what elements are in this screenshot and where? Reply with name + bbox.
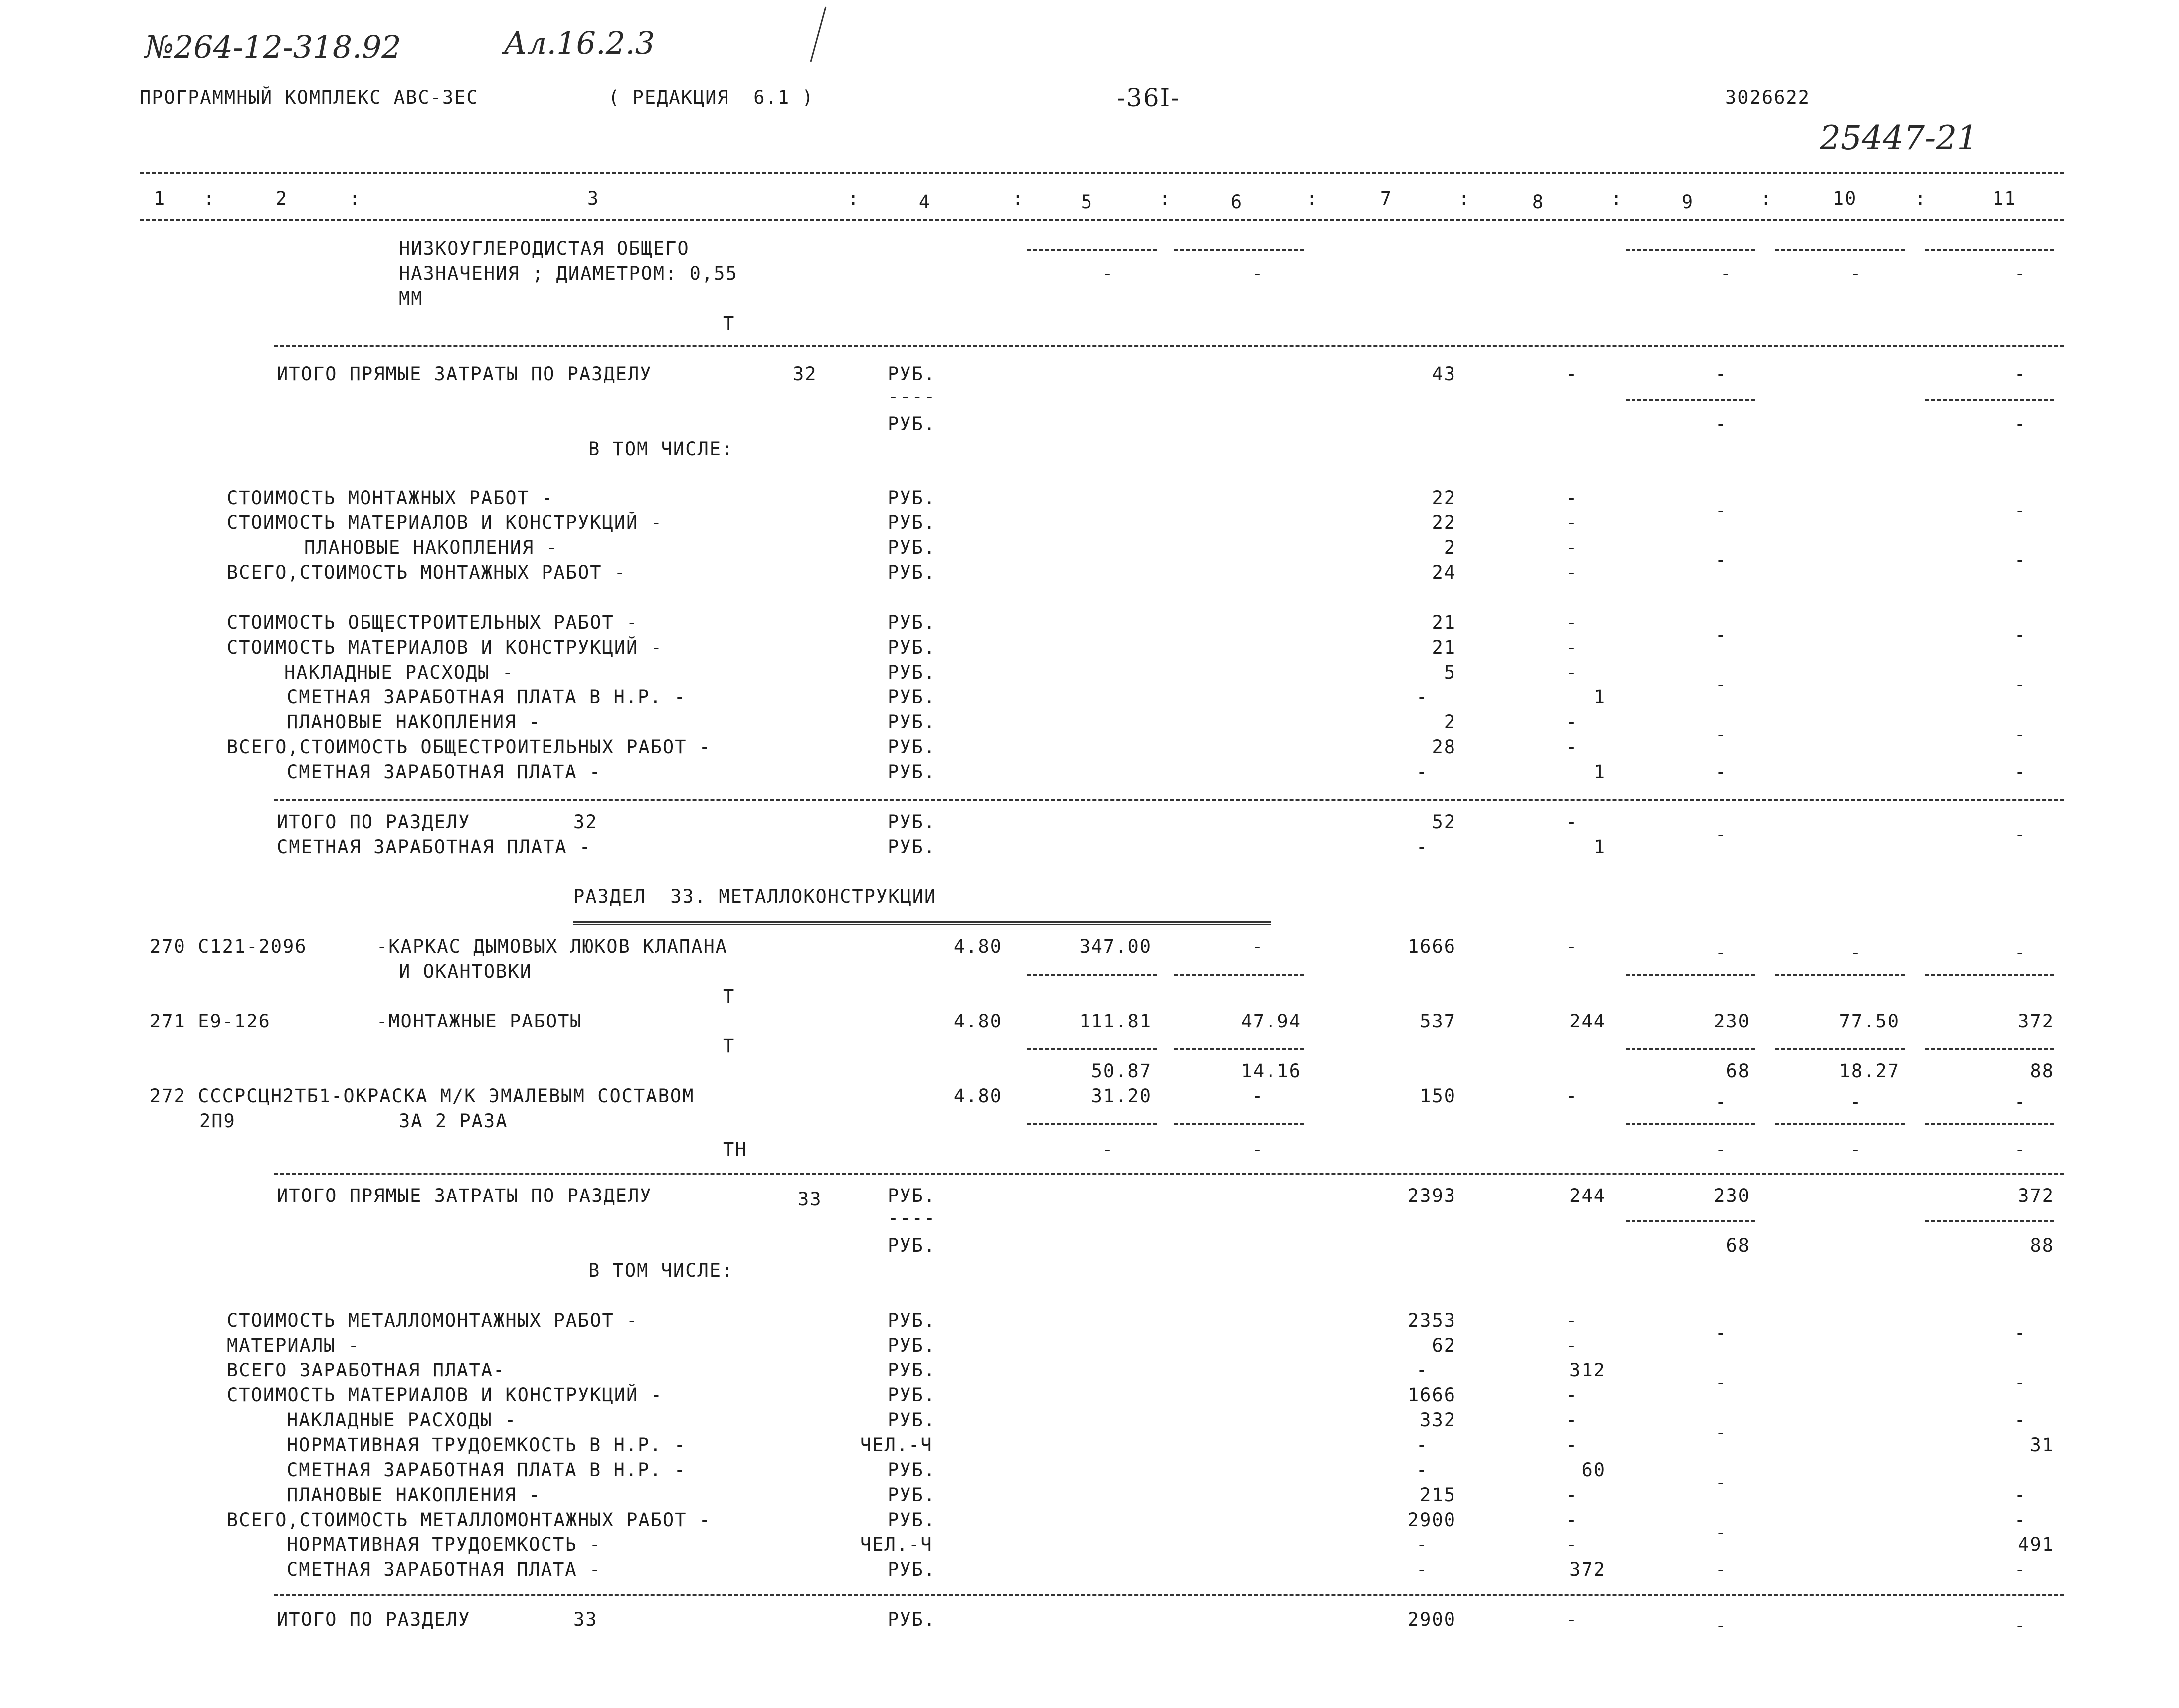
empty-cell-dash: - [1102,1139,1114,1160]
cell-rule [1925,974,2054,976]
value-col7: 215 [1420,1484,1456,1506]
section-number: 32 [573,811,598,833]
unit-rub: РУБ. [888,1360,936,1381]
item-number-code: 272 СССРСЦН2ТБ1-ОКРАСКА М/К ЭМАЛЕВЫМ СОСТАВОМ [150,1085,695,1107]
empty-cell-dash: - [2014,1139,2027,1160]
value-col8: 244 [1569,1185,1606,1206]
value-col4: 4.80 [953,936,1002,957]
empty-cell-dash: - [1416,686,1429,708]
cell-rule [1925,249,2054,251]
empty-cell-dash: - [1566,1085,1578,1107]
empty-cell-dash: - [1715,824,1728,845]
section-number: 33 [573,1609,598,1630]
empty-cell-dash: - [1566,1310,1578,1331]
unit-rub: РУБ. [888,662,936,683]
breakdown-label: СМЕТНАЯ ЗАРАБОТНАЯ ПЛАТА В Н.Р. - [287,1459,687,1481]
empty-cell-dash: - [2014,413,2027,435]
item-number-code: 270 С121-2096 [150,936,307,957]
empty-cell-dash: - [1715,1422,1728,1443]
value-col8: 1 [1593,761,1606,783]
unit-rub: РУБ. [888,1235,936,1256]
value-col7: 332 [1420,1409,1456,1431]
empty-cell-dash: - [1715,724,1728,745]
item-description: ЗА 2 РАЗА [399,1110,508,1132]
empty-cell-dash: - [1715,363,1728,385]
empty-cell-dash: - [2014,1615,2027,1636]
unit-rub: РУБ. [888,1310,936,1331]
empty-cell-dash: - [1715,624,1728,646]
value-col7: 24 [1432,562,1456,583]
empty-cell-dash: - [1252,1139,1264,1160]
value-col5: 50.87 [1091,1060,1152,1082]
empty-cell-dash: - [1566,1534,1578,1555]
value-col8: 1 [1593,836,1606,857]
cell-rule [1626,1220,1755,1222]
unit-rub: РУБ. [888,736,936,758]
empty-cell-dash: - [2014,1091,2027,1113]
empty-cell-dash: - [1416,1360,1429,1381]
document-number: 3026622 [1725,87,1810,108]
cell-rule [1626,1048,1755,1050]
value-col7: 1666 [1407,936,1456,957]
empty-cell-dash: - [1850,263,1862,284]
column-separator: : [1458,188,1471,209]
column-header: 7 [1380,188,1393,209]
column-separator: : [1012,188,1025,209]
cell-rule [1027,1123,1157,1125]
column-separator: : [1306,188,1319,209]
empty-cell-dash: - [1252,263,1264,284]
empty-cell-dash: - [2014,1509,2027,1531]
unit-rub: РУБ. [888,487,936,509]
empty-cell-dash: - [1566,1484,1578,1506]
value-col7: 2 [1444,711,1456,733]
empty-cell-dash: - [1566,487,1578,509]
empty-cell-dash: - [1566,1609,1578,1630]
empty-cell-dash: - [2014,1372,2027,1393]
cell-rule [1925,1220,2054,1222]
column-separator: : [1760,188,1773,209]
cell-rule [1775,1048,1905,1050]
empty-cell-dash: - [1416,836,1429,857]
unit-rub: РУБ. [888,761,936,783]
empty-cell-dash: - [1566,537,1578,558]
unit-rub: РУБ. [888,562,936,583]
empty-cell-dash: - [1252,1085,1264,1107]
pen-stroke-mark [808,5,828,65]
breakdown-label: СТОИМОСТЬ МОНТАЖНЫХ РАБОТ - [227,487,554,509]
including-heading: В ТОМ ЧИСЛЕ: [588,438,734,460]
header-bottom-rule [140,219,2064,221]
value-col6: 14.16 [1241,1060,1301,1082]
column-header: 3 [587,188,600,209]
value-col10: 18.27 [1839,1060,1900,1082]
unit-divider: ---- [888,1207,936,1229]
item-description: ММ [399,288,423,309]
empty-cell-dash: - [1850,942,1862,963]
empty-cell-dash: - [1566,736,1578,758]
unit-rub: РУБ. [888,1409,936,1431]
value-col9: 68 [1726,1060,1750,1082]
breakdown-label: СТОИМОСТЬ МАТЕРИАЛОВ И КОНСТРУКЦИЙ - [227,637,663,658]
breakdown-label: СТОИМОСТЬ МАТЕРИАЛОВ И КОНСТРУКЦИЙ - [227,1384,663,1406]
unit-rub: РУБ. [888,1484,936,1506]
empty-cell-dash: - [1566,363,1578,385]
section-total-label: ИТОГО ПО РАЗДЕЛУ [277,811,471,833]
value-col7: 52 [1432,811,1456,833]
column-separator: : [1159,188,1172,209]
empty-cell-dash: - [1715,1559,1728,1580]
value-col7: 1666 [1407,1384,1456,1406]
empty-cell-dash: - [1252,936,1264,957]
empty-cell-dash: - [1416,1459,1429,1481]
empty-cell-dash: - [1566,562,1578,583]
header-top-rule [140,172,2064,174]
value-col7: 2393 [1407,1185,1456,1206]
empty-cell-dash: - [1715,1522,1728,1543]
empty-cell-dash: - [1566,811,1578,833]
breakdown-label: СТОИМОСТЬ МАТЕРИАЛОВ И КОНСТРУКЦИЙ - [227,512,663,533]
value-col4: 4.80 [953,1085,1002,1107]
section-rule [274,799,2064,801]
empty-cell-dash: - [2014,761,2027,783]
cell-rule [1925,1048,2054,1050]
empty-cell-dash: - [2014,674,2027,695]
unit-rub: РУБ. [888,512,936,533]
column-separator: : [848,188,860,209]
breakdown-label: ПЛАНОВЫЕ НАКОПЛЕНИЯ - [304,537,558,558]
column-header: 1 [153,188,166,209]
item-description: НИЗКОУГЛЕРОДИСТАЯ ОБЩЕГО [399,238,690,259]
breakdown-label: СМЕТНАЯ ЗАРАБОТНАЯ ПЛАТА - [277,836,592,857]
breakdown-label: НАКЛАДНЫЕ РАСХОДЫ - [287,1409,517,1431]
empty-cell-dash: - [1715,549,1728,571]
value-col7: 22 [1432,512,1456,533]
unit-rub: РУБ. [888,413,936,435]
empty-cell-dash: - [1715,1139,1728,1160]
unit-rub: РУБ. [888,1559,936,1580]
cell-rule [1174,974,1304,976]
breakdown-label: ПЛАНОВЫЕ НАКОПЛЕНИЯ - [287,1484,541,1506]
cell-rule [1626,249,1755,251]
breakdown-label: СМЕТНАЯ ЗАРАБОТНАЯ ПЛАТА - [287,1559,602,1580]
unit-label: Т [723,313,735,334]
value-col9: 68 [1726,1235,1750,1256]
breakdown-label: ПЛАНОВЫЕ НАКОПЛЕНИЯ - [287,711,541,733]
unit-rub: РУБ. [888,612,936,633]
breakdown-label: СТОИМОСТЬ ОБЩЕСТРОИТЕЛЬНЫХ РАБОТ - [227,612,639,633]
empty-cell-dash: - [1566,1409,1578,1431]
value-col6: 47.94 [1241,1011,1301,1032]
empty-cell-dash: - [2014,942,2027,963]
empty-cell-dash: - [1850,1091,1862,1113]
column-header: 4 [918,191,931,213]
column-header: 8 [1532,191,1545,213]
section-number: 33 [798,1189,822,1210]
value-col11: 31 [2030,1434,2054,1456]
unit-label: Т [723,986,735,1007]
cell-rule [1775,249,1905,251]
empty-cell-dash: - [2014,263,2027,284]
cell-rule [1174,1048,1304,1050]
value-col7: 43 [1432,363,1456,385]
unit-rub: РУБ. [888,686,936,708]
section-number: 32 [793,363,817,385]
value-col8: 244 [1569,1011,1606,1032]
empty-cell-dash: - [2014,549,2027,571]
column-separator: : [203,188,216,209]
empty-cell-dash: - [2014,1559,2027,1580]
value-col11: 88 [2030,1060,2054,1082]
value-col4: 4.80 [953,1011,1002,1032]
empty-cell-dash: - [1566,1384,1578,1406]
empty-cell-dash: - [1850,1139,1862,1160]
unit-rub: РУБ. [888,1384,936,1406]
unit-rub: РУБ. [888,711,936,733]
breakdown-label: ВСЕГО,СТОИМОСТЬ МОНТАЖНЫХ РАБОТ - [227,562,627,583]
value-col8: 1 [1593,686,1606,708]
direct-costs-total-label: ИТОГО ПРЯМЫЕ ЗАТРАТЫ ПО РАЗДЕЛУ [277,1185,652,1206]
empty-cell-dash: - [1416,761,1429,783]
value-col7: 28 [1432,736,1456,758]
heading-underline [573,921,1271,925]
item-description: НАЗНАЧЕНИЯ ; ДИАМЕТРОМ: 0,55 [399,263,738,284]
edition: ( РЕДАКЦИЯ 6.1 ) [608,87,814,108]
empty-cell-dash: - [1715,1472,1728,1493]
value-col8: 372 [1569,1559,1606,1580]
cell-rule [1626,1123,1755,1125]
value-col10: 77.50 [1839,1011,1900,1032]
value-col7: 537 [1420,1011,1456,1032]
breakdown-label: НОРМАТИВНАЯ ТРУДОЕМКОСТЬ - [287,1534,602,1555]
value-col8: 60 [1581,1459,1606,1481]
item-description: И ОКАНТОВКИ [399,961,533,982]
unit-rub: РУБ. [888,363,936,385]
value-col9: 230 [1714,1185,1750,1206]
empty-cell-dash: - [1715,761,1728,783]
unit-rub: РУБ. [888,836,936,857]
value-col5: 31.20 [1091,1085,1152,1107]
unit-rub: РУБ. [888,1335,936,1356]
unit-label: ТН [723,1139,747,1160]
empty-cell-dash: - [2014,1322,2027,1344]
column-header: 9 [1681,191,1694,213]
value-col11: 372 [2018,1185,2054,1206]
empty-cell-dash: - [1715,1372,1728,1393]
empty-cell-dash: - [1566,662,1578,683]
value-col7: 21 [1432,612,1456,633]
breakdown-label: СТОИМОСТЬ МЕТАЛЛОМОНТАЖНЫХ РАБОТ - [227,1310,639,1331]
handwritten-number: №264-12-318.92 [145,29,401,65]
value-col11: 372 [2018,1011,2054,1032]
section-rule [274,1594,2064,1596]
column-header: 10 [1832,188,1857,209]
empty-cell-dash: - [2014,1484,2027,1506]
empty-cell-dash: - [1102,263,1114,284]
cell-rule [1626,399,1755,401]
unit-label: Т [723,1035,735,1057]
cell-rule [1925,1123,2054,1125]
cell-rule [1174,249,1304,251]
column-header: 6 [1230,191,1243,213]
value-col7: 22 [1432,487,1456,509]
section-heading: РАЗДЕЛ 33. МЕТАЛЛОКОНСТРУКЦИИ [573,886,937,907]
empty-cell-dash: - [1566,512,1578,533]
empty-cell-dash: - [1715,1091,1728,1113]
value-col7: 2900 [1407,1509,1456,1531]
empty-cell-dash: - [1715,1615,1728,1636]
empty-cell-dash: - [1715,500,1728,521]
cell-rule [1027,1048,1157,1050]
empty-cell-dash: - [1720,263,1733,284]
column-separator: : [1915,188,1927,209]
value-col9: 230 [1714,1011,1750,1032]
column-header: 2 [275,188,288,209]
empty-cell-dash: - [1566,711,1578,733]
empty-cell-dash: - [2014,363,2027,385]
empty-cell-dash: - [1566,936,1578,957]
value-col7: 2 [1444,537,1456,558]
value-col5: 347.00 [1079,936,1152,957]
value-col7: 2353 [1407,1310,1456,1331]
unit-man-hours: ЧЕЛ.-Ч [860,1434,933,1456]
unit-man-hours: ЧЕЛ.-Ч [860,1534,933,1555]
empty-cell-dash: - [1566,1434,1578,1456]
empty-cell-dash: - [1566,637,1578,658]
empty-cell-dash: - [2014,1409,2027,1431]
section-rule [274,345,2064,347]
value-col7: 62 [1432,1335,1456,1356]
empty-cell-dash: - [2014,624,2027,646]
value-col5: 111.81 [1079,1011,1152,1032]
unit-rub: РУБ. [888,1609,936,1630]
column-separator: : [1611,188,1623,209]
cell-rule [1626,974,1755,976]
section-total-label: ИТОГО ПО РАЗДЕЛУ [277,1609,471,1630]
unit-divider: ---- [888,386,936,407]
breakdown-label: ВСЕГО ЗАРАБОТНАЯ ПЛАТА- [227,1360,506,1381]
cell-rule [1775,974,1905,976]
unit-rub: РУБ. [888,537,936,558]
item-number-code: 271 Е9-126 [150,1011,271,1032]
empty-cell-dash: - [1416,1534,1429,1555]
value-col11: 88 [2030,1235,2054,1256]
empty-cell-dash: - [2014,500,2027,521]
program-name: ПРОГРАММНЫЙ КОМПЛЕКС АВС-3ЕС [140,87,479,108]
cell-rule [1027,249,1157,251]
handwritten-sheet: Ал.16.2.3 [504,25,655,61]
item-description: -МОНТАЖНЫЕ РАБОТЫ [376,1011,582,1032]
column-header: 11 [1992,188,2017,209]
cell-rule [1775,1123,1905,1125]
page-number: -36I- [1117,83,1181,112]
empty-cell-dash: - [2014,724,2027,745]
unit-rub: РУБ. [888,1509,936,1531]
item-description: -КАРКАС ДЫМОВЫХ ЛЮКОВ КЛАПАНА [376,936,728,957]
breakdown-label: ВСЕГО,СТОИМОСТЬ МЕТАЛЛОМОНТАЖНЫХ РАБОТ - [227,1509,712,1531]
unit-rub: РУБ. [888,811,936,833]
breakdown-label: МАТЕРИАЛЫ - [227,1335,361,1356]
unit-rub: РУБ. [888,1185,936,1206]
breakdown-label: НОРМАТИВНАЯ ТРУДОЕМКОСТЬ В Н.Р. - [287,1434,687,1456]
handwritten-code: 25447-21 [1820,119,1978,157]
unit-rub: РУБ. [888,1459,936,1481]
column-separator: : [349,188,362,209]
empty-cell-dash: - [1566,1335,1578,1356]
direct-costs-total-label: ИТОГО ПРЯМЫЕ ЗАТРАТЫ ПО РАЗДЕЛУ [277,363,652,385]
unit-rub: РУБ. [888,637,936,658]
empty-cell-dash: - [1715,1322,1728,1344]
value-col7: 150 [1420,1085,1456,1107]
item-code-continuation: 2П9 [199,1110,236,1132]
section-rule [274,1173,2064,1175]
breakdown-label: СМЕТНАЯ ЗАРАБОТНАЯ ПЛАТА В Н.Р. - [287,686,687,708]
value-col7: 21 [1432,637,1456,658]
value-col8: 312 [1569,1360,1606,1381]
breakdown-label: НАКЛАДНЫЕ РАСХОДЫ - [284,662,515,683]
cell-rule [1027,974,1157,976]
empty-cell-dash: - [1715,674,1728,695]
empty-cell-dash: - [1416,1434,1429,1456]
empty-cell-dash: - [1566,612,1578,633]
empty-cell-dash: - [1715,413,1728,435]
empty-cell-dash: - [1566,1509,1578,1531]
cell-rule [1174,1123,1304,1125]
value-col7: 5 [1444,662,1456,683]
breakdown-label: СМЕТНАЯ ЗАРАБОТНАЯ ПЛАТА - [287,761,602,783]
breakdown-label: ВСЕГО,СТОИМОСТЬ ОБЩЕСТРОИТЕЛЬНЫХ РАБОТ - [227,736,712,758]
cell-rule [1925,399,2054,401]
value-col11: 491 [2018,1534,2054,1555]
value-col7: 2900 [1407,1609,1456,1630]
including-heading: В ТОМ ЧИСЛЕ: [588,1260,734,1281]
column-header: 5 [1081,191,1093,213]
empty-cell-dash: - [2014,824,2027,845]
empty-cell-dash: - [1416,1559,1429,1580]
empty-cell-dash: - [1715,942,1728,963]
